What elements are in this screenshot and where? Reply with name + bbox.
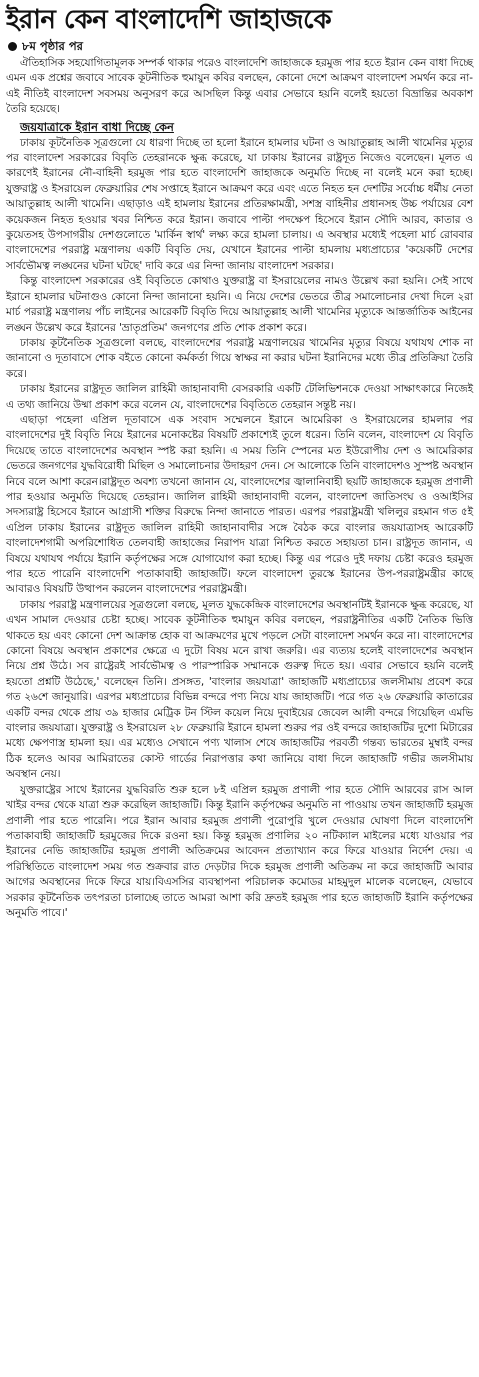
body-paragraph: ঢাকায় কূটনৈতিক সূত্রগুলো বলছে, বাংলাদেশের পররাষ্ট্র মন্ত্রণালয়ের খামেনির মৃত্যুর বিষয়ে যথাযথ শোক না জানানো ও দূতাবাসে শোক বইতে কোনো কর্মকর্তা গিয়ে স্বাক্ষর না করার ঘটনা ইরানিদের মধ্যে তীব্র প্রতিক্রিয়া তৈরি করে।	[6, 336, 473, 380]
body-paragraph: ঢাকায় ইরানের রাষ্ট্রদূত জালিল রাহিমী জাহানাবাদী বেসরকারি একটি টেলিভিশনকে দেওয়া সাক্ষাৎকারে নিজেই এ তথ্য জানিয়ে উষ্মা প্রকাশ করে বলেন যে, বাংলাদেশের বিবৃতিতে তেহরান সন্তুষ্ট নয়।	[6, 383, 473, 411]
body-paragraph: ঢাকায় পররাষ্ট্র মন্ত্রণালয়ের সূত্রগুলো বলছে, মূলত যুদ্ধকেন্দ্রিক বাংলাদেশের অবস্থানটিই ইরানকে ক্ষুব্ধ করেছে, যা এখন সামাল দেওয়ার চেষ্টা হচ্ছে। সাবেক কূটনীতিক হুমায়ুন কবির বলছেন, পররাষ্ট্রনীতির একটি নৈতিক ভিত্তি থাকতে হয় এবং কোনো দেশ আক্রান্ত হোক বা আক্রমণের মুখে পড়লে সেটা বাংলাদেশ সমর্থন করে না। বাংলাদেশের কোনো বিষয়ে অবস্থান প্রকাশের ক্ষেত্রে এ দুটো বিষয় মনে রাখা জরুরি। এর ব্যত্যয় হলেই বাংলাদেশের অবস্থান নিয়ে প্রশ্ন উঠে। সব রাষ্ট্রেরই সার্বভৌমত্ব ও পারস্পারিক সম্মানকে গুরুত্ব দিতে হয়। এবার সেভাবে হয়নি বলেই হয়তো প্রশ্নটি উঠেছে,' বলেছেন তিনি। প্রসঙ্গত, 'বাংলার জয়যাত্রা' জাহাজটি মধ্যপ্রাচ্যের জলসীমায় প্রবেশ করে গত ২৬শে জানুয়ারি। এরপর মধ্যপ্রাচ্যের বিভিন্ন বন্দরে পণ্য নিয়ে যায় জাহাজটি। পরে গত ২৬ ফেব্রুয়ারি কাতারের একটি বন্দর থেকে প্রায় ৩৯ হাজার মেট্রিক টন স্টিল কয়েল নিয়ে দুবাইয়ের জেবেল আলী বন্দরে গিয়েছিল এমভি বাংলার জয়যাত্রা। যুক্তরাষ্ট্র ও ইসরায়েল ২৮ ফেব্রুয়ারি ইরানে হামলা শুরুর পর ওই বন্দরে জাহাজটির দুশো মিটারের মধ্যে ক্ষেপণাস্ত্র হামলা হয়। এর মধ্যেও সেখানে পণ্য খালাস শেষে জাহাজটির পরবর্তী গন্তব্য ভারতের মুম্বাই বন্দর ঠিক হলেও আবর আমিরাতের কোস্ট গার্ডের নিরাপত্তার কথা জানিয়ে বাধা দিলে জাহাজটি গভীর জলসীমায় অবস্থান নেয়।	[6, 598, 473, 781]
continued-from-note	[6, 38, 473, 54]
body-paragraph: কিন্তু বাংলাদেশ সরকারের ওই বিবৃতিতে কোথাও যুক্তরাষ্ট্র বা ইসরায়েলের নামও উল্লেখ করা হয়নি। সেই সাথে ইরানে হামলার ঘটনাগুও কোনো নিন্দা জানানো হয়নি। এ নিয়ে দেশের ভেতরে তীব্র সমালোচনার দেখা দিলে ২রা মার্চ পররাষ্ট্র মন্ত্রণালয় পাঁচ লাইনের আরেকটি বিবৃতি দিয়ে আয়াতুল্লাহ আলী খামেনির মৃত্যুকে আন্তর্জাতিক আইনের লঙ্ঘন উল্লেখ করে ইরানের 'ভ্রাতৃপ্রতিম' জনগণের প্রতি শোক প্রকাশ করে।	[6, 275, 473, 334]
article-headline: ইরান কেন বাংলাদেশি জাহাজকে	[6, 5, 332, 35]
bullet-icon	[8, 42, 17, 51]
body-paragraph: এছাড়া পহেলা এপ্রিল দূতাবাসে এক সংবাদ সম্মেলনে ইরানে আমেরিকা ও ইসরায়েলের হামলার পর বাংলাদেশের দুই বিবৃতি নিয়ে ইরানের মনোকষ্টের বিষয়টি প্রকাশ্যেই তুলে ধরেন। তিনি বলেন, বাংলাদেশ যে বিবৃতি দিয়েছে তাতে বাংলাদেশের অবস্থান স্পষ্ট করা হয়নি। এ সময় তিনি স্পেনের মত ইউরোপীয় দেশ ও আমেরিকার ভেতরে জনগণের যুদ্ধবিরোধী মিছিল ও সমালোচনার উদাহরণ দেন। সে আলোকে তিনি বাংলাদেশও সুস্পষ্ট অবস্থান নিবে বলে আশা করেন।রাষ্ট্রদূত অবশ্য তখনো জানান যে, বাংলাদেশের জ্বালানিবাহী ছয়টি জাহাজকে হরমুজ প্রণালী পার হওয়ার অনুমতি দিয়েছে তেহরান। জালিল রাহিমী জাহানাবাদী বলেন, বাংলাদেশ জাতিসংঘ ও ওআইসির সদস্যরাষ্ট্র হিসেবে ইরানে আগ্রাসী শক্তির বিরুদ্ধে নিন্দা জানাতে পারত। এরপর পররাষ্ট্রমন্ত্রী খলিলুর রহমান গত ৫ই এপ্রিল ঢাকায় ইরানের রাষ্ট্রদূত জালিল রাহিমী জাহানাবাদীর সঙ্গে বৈঠক করে বাংলার জয়যাত্রাসহ আরেকটি বাংলাদেশগামী অপরিশোধিত তেলবাহী জাহাজের নিরাপদ যাত্রা নিশ্চিত করতে সহায়তা চান। রাষ্ট্রদূত জানান, এ বিষয়ে যথাযথ পর্যায়ে ইরানি কর্তৃপক্ষের সঙ্গে যোগাযোগ করা হচ্ছে। কিন্তু এর পরেও দুই দফায় চেষ্টা করেও হরমুজ পার হতে পারেনি বাংলাদেশি পতাকাবাহী জাহাজটি। ফলে বাংলাদেশ তুরস্কে ইরানের উপ-পররাষ্ট্রমন্ত্রীর কাছে আবারও বিষয়টি উত্থাপন করলেন বাংলাদেশের পররাষ্ট্রমন্ত্রী।	[6, 413, 473, 596]
section-subheading: জয়যাত্রাকে ইরান বাধা দিচ্ছে কেন	[20, 119, 174, 134]
body-paragraph: ঢাকায় কূটনৈতিক সূত্রগুলো যে ধারণা দিচ্ছে তা হলো ইরানে হামলার ঘটনা ও আয়াতুল্লাহ আলী খামেনির মৃত্যুর পর বাংলাদেশ সরকারের বিবৃতি তেহরানকে ক্ষুব্ধ করেছে, যা ঢাকায় ইরানের রাষ্ট্রদূত নিজেও বলেছেন। মূলত এ কারণেই ইরানের নৌ-বাহিনী হরমুজ পার হতে বাংলাদেশি জাহাজকে অনুমতি দিচ্ছে না বলেই মনে করা হচ্ছে। যুক্তরাষ্ট্র ও ইসরায়েল ফেব্রুয়ারির শেষ সপ্তাহে ইরানে আক্রমণ করে এবং এতে নিহত হন দেশটির সর্বোচ্চ ধর্মীয় নেতা আয়াতুল্লাহ আলী খামেনি। এছাড়াও এই হামলায় ইরানের প্রতিরক্ষামন্ত্রী, সশস্ত্র বাহিনীর প্রধানসহ উচ্চ পর্যায়ের বেশ কয়েকজন নিহত হওয়ার খবর নিশ্চিত করে ইরান। জবাবে পাল্টা পদক্ষেপ হিসেবে ইরান সৌদি আরব, কাতার ও কুয়েতসহ উপসাগরীয় দেশগুলোতে 'মার্কিন স্বার্থ' লক্ষ্য করে হামলা চালায়। এ অবস্থার মধ্যেই পহেলা মার্চ রোববার বাংলাদেশের পররাষ্ট্র মন্ত্রণালয় একটি বিবৃতি দেয়, যেখানে ইরানের পাল্টা হামলায় মধ্যপ্রাচ্যের 'কয়েকটি দেশের সার্বভৌমত্ব লঙ্ঘনের ঘটনা ঘটছে' দাবি করে এর নিন্দা জানায় বাংলাদেশ সরকার।	[6, 136, 473, 272]
continued-from-text: ৮ম পৃষ্ঠার পর	[22, 39, 83, 53]
body-paragraph: যুক্তরাষ্ট্রের সাথে ইরানের যুদ্ধবিরতি শুরু হলে ৮ই এপ্রিল হরমুজ প্রণালী পার হতে সৌদি আরবের রাস আল খাইর বন্দর থেকে যাত্রা শুরু করেছিল জাহাজটি। কিন্তু ইরানি কর্তৃপক্ষের অনুমতি না পাওয়ায় তখন জাহাজটি হরমুজ প্রণালী পার হতে পারেনি। পরে ইরান আবার হরমুজ প্রণালী পুরোপুরি খুলে দেওয়ার ঘোষণা দিলে বাংলাদেশি পতাকাবাহী জাহাজটি হরমুজের দিকে রওনা হয়। কিন্তু হরমুজ প্রণালির ২০ নটিক্যাল মাইলের মধ্যে যাওয়ার পর ইরানের নেভি জাহাজটির হরমুজ প্রণালী অতিক্রমের আবেদন প্রত্যাখ্যান করে ফিরে যাওয়ার নির্দেশ দেয়। এ পরিস্থিতিতে বাংলাদেশ সময় গত শুক্রবার রাত দেড়টার দিকে হরমুজ প্রণালী অতিক্রম না করে জাহাজটি আবার আগের অবস্থানের দিকে ফিরে যায়।বিএসসির ব্যবস্থাপনা পরিচালক কমোডর মাহমুদুল মালেক বলেছেন, যেভাবে সরকার কূটনৈতিক তৎপরতা চালাচ্ছে তাতে আমরা আশা করি দ্রুতই হরমুজ পার হতে জাহাজটি ইরানি কর্তৃপক্ষের অনুমতি পাবে।'	[6, 783, 473, 919]
intro-paragraph: ঐতিহাসিক সহযোগিতামূলক সম্পর্ক থাকার পরেও বাংলাদেশি জাহাজকে হরমুজ পার হতে ইরান কেন বাধা দিচ্ছে এমন এক প্রশ্নের জবাবে সাবেক কূটনীতিক হুমায়ুন কবির বলছেন, কোনো দেশে আক্রমণ বাংলাদেশ সমর্থন করে না-এই নীতিই বাংলাদেশ সবসময় অনুসরণ করে আসছিল কিন্তু এবার সেভাবে হয়নি বলেই হয়তো বিভ্রান্তির অবকাশ তৈরি হয়েছে।	[6, 57, 473, 116]
